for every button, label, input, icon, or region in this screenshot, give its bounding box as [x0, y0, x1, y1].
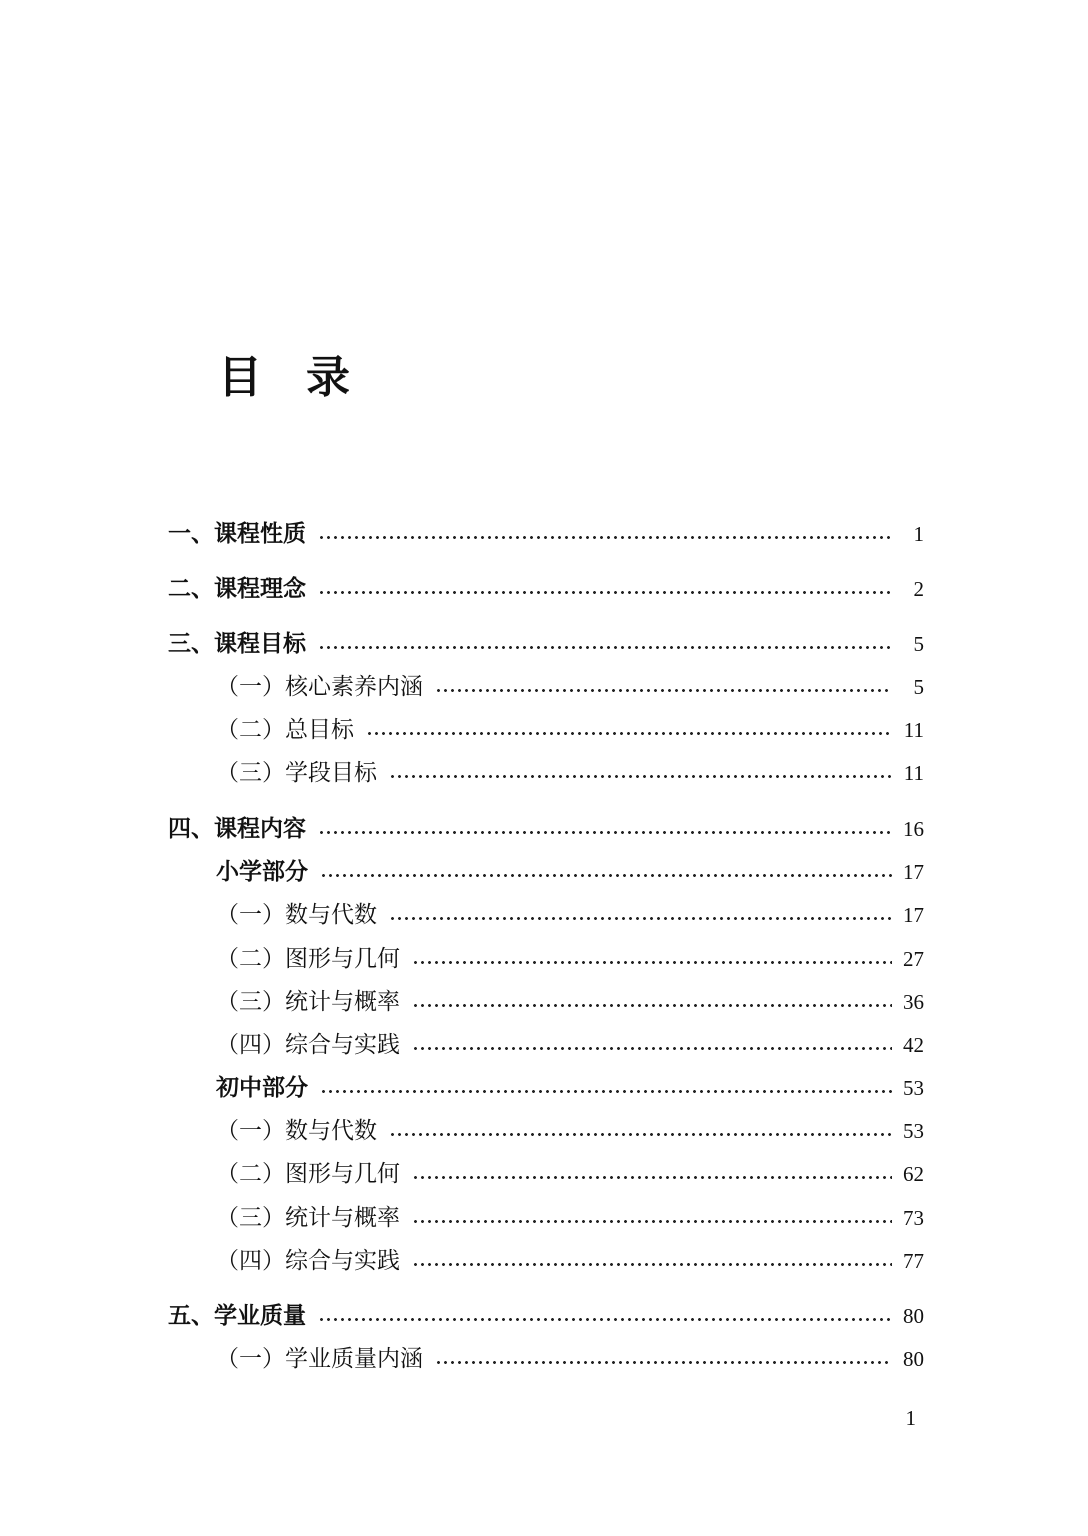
toc-entry[interactable]: [216, 1202, 924, 1234]
toc-entry[interactable]: [216, 899, 924, 931]
toc-dot-leader: [366, 732, 892, 735]
toc-entry[interactable]: [216, 943, 924, 975]
toc-entry-label: （一）数与代数: [216, 1118, 377, 1144]
toc-entry-label: 初中部分: [216, 1075, 308, 1101]
toc-entry-page-number: 5: [913, 632, 924, 656]
toc-dot-leader: [435, 1361, 892, 1364]
toc-entry-label: （二）图形与几何: [216, 946, 400, 972]
toc-dot-leader: [318, 536, 892, 539]
toc-dot-leader: [389, 775, 892, 778]
toc-entry-label: 三、课程目标: [168, 631, 306, 657]
toc-entry[interactable]: [216, 1115, 924, 1147]
toc-entry-page-number: 17: [903, 860, 924, 884]
toc-dot-leader: [318, 646, 892, 649]
toc-dot-leader: [318, 1318, 892, 1321]
toc-entry[interactable]: [216, 714, 924, 746]
page-title: 目录: [218, 352, 394, 403]
toc-entry-page-number: 5: [913, 675, 924, 699]
toc-entry-label: （一）数与代数: [216, 902, 377, 928]
toc-entry-page-number: 27: [903, 947, 924, 971]
toc-dot-leader: [318, 831, 892, 834]
toc-entry-label: （三）统计与概率: [216, 1205, 400, 1231]
toc-entry[interactable]: [216, 1245, 924, 1277]
toc-dot-leader: [320, 874, 892, 877]
toc-entry-label: 小学部分: [216, 859, 308, 885]
toc-entry-page-number: 2: [913, 577, 924, 601]
toc-dot-leader: [412, 961, 892, 964]
toc-entry-label: 五、学业质量: [168, 1303, 306, 1329]
toc-entry-page-number: 80: [903, 1304, 924, 1328]
toc-dot-leader: [412, 1220, 892, 1223]
toc-dot-leader: [412, 1004, 892, 1007]
toc-entry-page-number: 36: [903, 990, 924, 1014]
toc-entry-label: 二、课程理念: [168, 576, 306, 602]
toc-entry-label: （三）统计与概率: [216, 989, 400, 1015]
toc-entry[interactable]: [216, 856, 924, 888]
toc-entry[interactable]: [168, 813, 924, 845]
toc-entry[interactable]: [216, 1029, 924, 1061]
toc-entry-page-number: 77: [903, 1249, 924, 1273]
toc-entry-label: （二）图形与几何: [216, 1161, 400, 1187]
toc-entry-page-number: 73: [903, 1206, 924, 1230]
toc-dot-leader: [318, 591, 892, 594]
toc-entry-label: 一、课程性质: [168, 521, 306, 547]
toc-entry[interactable]: [168, 628, 924, 660]
toc-entry[interactable]: [168, 1300, 924, 1332]
toc-entry-page-number: 62: [903, 1162, 924, 1186]
toc-entry-label: （三）学段目标: [216, 760, 377, 786]
toc-entry[interactable]: [216, 757, 924, 789]
toc-dot-leader: [435, 689, 892, 692]
toc-entry-page-number: 17: [903, 903, 924, 927]
toc-entry[interactable]: [216, 1343, 924, 1375]
toc-entry-page-number: 11: [903, 718, 924, 742]
toc-entry-page-number: 53: [903, 1076, 924, 1100]
toc-entry-label: （二）总目标: [216, 717, 354, 743]
toc-entry-page-number: 53: [903, 1119, 924, 1143]
toc-entry-page-number: 16: [903, 817, 924, 841]
toc-dot-leader: [412, 1047, 892, 1050]
toc-entry-page-number: 42: [903, 1033, 924, 1057]
toc-entry[interactable]: [168, 573, 924, 605]
toc-entry-label: 四、课程内容: [168, 816, 306, 842]
toc-entry[interactable]: [216, 1072, 924, 1104]
toc-entry[interactable]: [216, 986, 924, 1018]
toc-entry-label: （四）综合与实践: [216, 1248, 400, 1274]
toc-dot-leader: [412, 1176, 892, 1179]
toc-dot-leader: [412, 1263, 892, 1266]
toc-entry-page-number: 80: [903, 1347, 924, 1371]
toc-dot-leader: [389, 917, 892, 920]
toc-entry[interactable]: [216, 1158, 924, 1190]
toc-entry-page-number: 1: [913, 522, 924, 546]
toc-entry-label: （四）综合与实践: [216, 1032, 400, 1058]
toc-entry[interactable]: [168, 518, 924, 550]
footer-page-number: 1: [905, 1406, 916, 1430]
toc-entry-label: （一）核心素养内涵: [216, 674, 423, 700]
toc-entry[interactable]: [216, 671, 924, 703]
toc-dot-leader: [389, 1133, 892, 1136]
toc-entry-page-number: 11: [903, 761, 924, 785]
toc-entry-label: （一）学业质量内涵: [216, 1346, 423, 1372]
toc-dot-leader: [320, 1090, 892, 1093]
